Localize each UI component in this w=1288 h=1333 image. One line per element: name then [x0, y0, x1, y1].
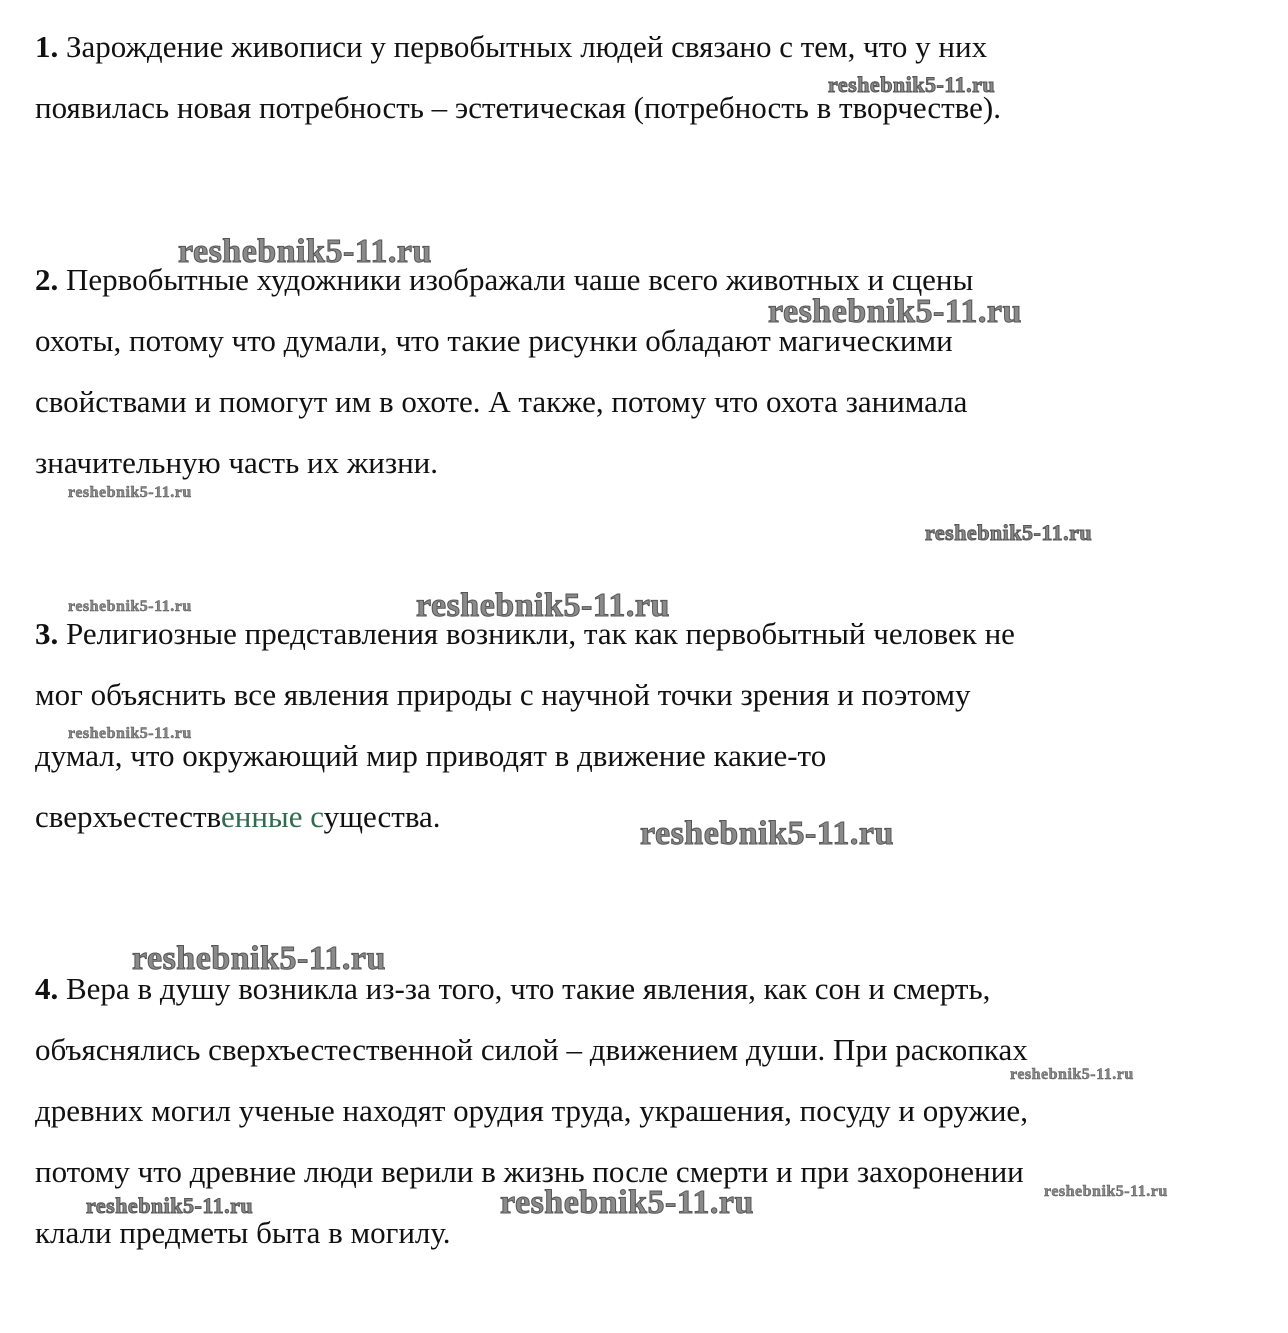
watermark: reshebnik5-11.ru — [1044, 1183, 1168, 1200]
answer-text: Вера в душу возникла из-за того, что такие явления, как сон и смерть, — [66, 971, 991, 1006]
watermark: reshebnik5-11.ru — [178, 233, 432, 270]
answer-1-line-2: появилась новая потребность – эстетическая (потребность в творчестве). — [35, 90, 1001, 125]
answer-1 — [35, 16, 1235, 138]
answer-text: сверхъестеств — [35, 799, 221, 834]
answer-2-line-3: свойствами и помогут им в охоте. А также, потому что охота занимала — [35, 384, 968, 419]
answer-3 — [35, 603, 1235, 847]
answer-text: Религиозные представления возникли, так как первобытный человек не — [66, 616, 1015, 651]
answer-number: 1. — [35, 29, 59, 64]
watermark: reshebnik5-11.ru — [68, 725, 192, 742]
answer-2-line-4: значительную часть их жизни. — [35, 445, 439, 480]
watermark: reshebnik5-11.ru — [416, 587, 670, 624]
watermark: reshebnik5-11.ru — [925, 520, 1093, 545]
watermark: reshebnik5-11.ru — [86, 1193, 254, 1218]
watermark: reshebnik5-11.ru — [1010, 1066, 1134, 1083]
answer-text: Первобытные художники изображали чаше всего животных и сцены — [66, 262, 974, 297]
answer-1-line-1 — [35, 16, 1235, 77]
answer-2-line-2: охоты, потому что думали, что такие рисунки обладают магическими — [35, 323, 953, 358]
watermark: reshebnik5-11.ru — [132, 940, 386, 977]
watermark: reshebnik5-11.ru — [828, 72, 996, 97]
watermark: reshebnik5-11.ru — [68, 484, 192, 501]
answer-4-line-2: объяснялись сверхъестественной силой – движением души. При раскопках — [35, 1032, 1028, 1067]
answer-text: ущества. — [323, 799, 441, 834]
answer-text: Зарождение живописи у первобытных людей связано с тем, что у них — [66, 29, 988, 64]
answer-4-line-4: потому что древние люди верили в жизнь после смерти и при захоронении — [35, 1154, 1024, 1189]
answer-number: 3. — [35, 616, 59, 651]
watermark: reshebnik5-11.ru — [500, 1184, 754, 1221]
answer-number: 2. — [35, 262, 59, 297]
watermark: reshebnik5-11.ru — [640, 815, 894, 852]
answer-3-line-3: думал, что окружающий мир приводят в движение какие-то — [35, 738, 827, 773]
answer-number: 4. — [35, 971, 59, 1006]
watermark: reshebnik5-11.ru — [768, 293, 1022, 330]
answer-4-line-3: древних могил ученые находят орудия труда, украшения, посуду и оружие, — [35, 1093, 1028, 1128]
answer-4-line-5: клали предметы быта в могилу. — [35, 1215, 451, 1250]
answer-text-highlight: енные с — [220, 799, 324, 834]
answer-2 — [35, 249, 1235, 493]
watermark: reshebnik5-11.ru — [68, 598, 192, 615]
answer-3-line-4 — [35, 786, 1235, 847]
answer-3-line-2: мог объяснить все явления природы с научной точки зрения и поэтому — [35, 677, 971, 712]
